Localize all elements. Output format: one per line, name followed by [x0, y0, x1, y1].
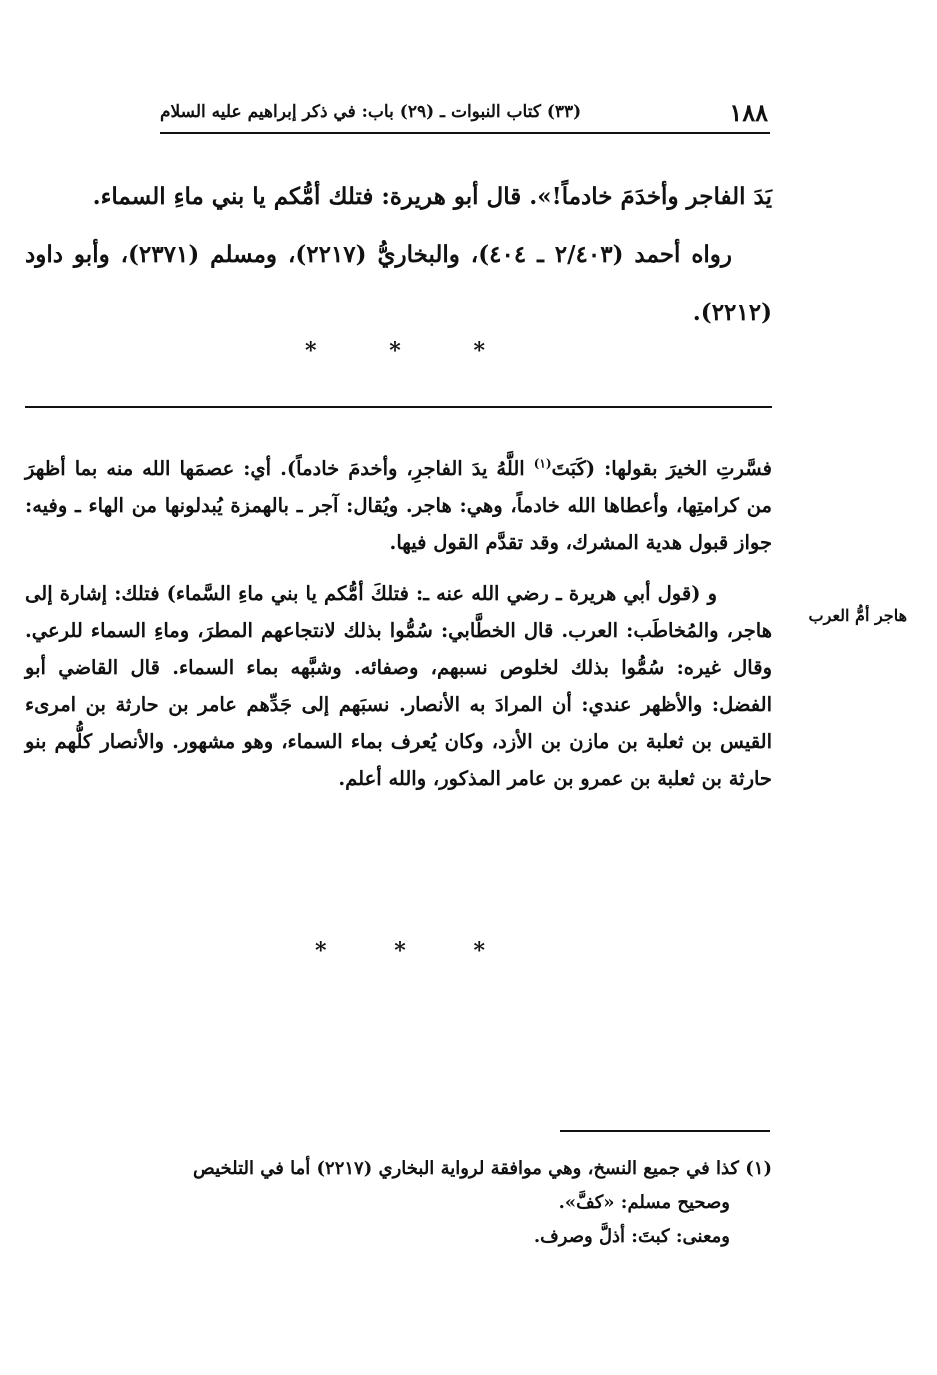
- page-number: ١٨٨: [729, 98, 768, 127]
- commentary-text: [25, 450, 772, 797]
- separator-star: *: [315, 938, 327, 964]
- section-separator-stars: [305, 338, 485, 364]
- footnote-divider-rule: [560, 1130, 770, 1132]
- separator-star: *: [394, 938, 406, 964]
- separator-star: *: [305, 338, 317, 364]
- main-divider-rule: [25, 406, 772, 408]
- commentary-text-segment: فسَّرتِ الخيرَ بقولها: (كَبَتَ: [551, 457, 772, 480]
- running-title: (٣٣) كتاب النبوات ـ (٢٩) باب: في ذكر إبراهيم عليه السلام: [160, 102, 582, 122]
- section-separator-stars: [315, 938, 485, 964]
- separator-star: *: [473, 338, 485, 364]
- margin-note: هاجر أمُّ العرب: [808, 606, 907, 625]
- separator-star: *: [389, 338, 401, 364]
- running-header: [160, 96, 770, 134]
- separator-star: *: [473, 938, 485, 964]
- hadith-text: [25, 168, 772, 342]
- footnote-line: (١) كذا في جميع النسخ، وهي موافقة لرواية البخاري (٢٢١٧) أما في التلخيص: [193, 1158, 772, 1179]
- commentary-paragraph: و (قول أبي هريرة ـ رضي الله عنه ـ: فتلكَ أمُّكم يا بني ماءِ السَّماء) فتلك: إشارة إلى هاجر، والمُخاطَب: العرب. قال الخطَّابي: سُمُّوا بذلك لانتجاعهم المطرَ، وماءِ السماء للرعي. وقال غيره: سُمُّوا بذلك لخلوص نسبهم، وصفائه. وشبَّهه بماء السماء. قال القاضي أبو الفضل: والأظهر عندي: أن المرادَ به الأنصار. نسبَهم إلى جَدِّهم عامر بن حارثة بن امرىء القيس بن ثعلبة بن مازن بن الأزد، وكان يُعرف بماء السماء، وهو مشهور. والأنصار كلُّهم بنو حارثة بن ثعلبة بن عمرو بن عامر المذكور، والله أعلم.: [25, 582, 772, 790]
- commentary-text-segment: اللَّهُ يدَ الفاجرِ، وأخدمَ خادماً). أي: عصمَها الله منه بما أظهرَ من كرامتِها، وأعطاها الله خادماً، وهي: هاجر. ويُقال: آجر ـ بالهمزة يُبدلونها من الهاء ـ وفيه: جواز قبول هدية المشرك، وقد تقدَّم القول فيها.: [25, 457, 772, 554]
- footnotes: [25, 1152, 772, 1254]
- hadith-line: يَدَ الفاجر وأخدَمَ خادماً!». قال أبو هريرة: فتلك أمُّكم يا بني ماءِ السماء.: [92, 183, 772, 210]
- hadith-reference: رواه أحمد (٢/٤٠٣ ـ ٤٠٤)، والبخاريُّ (٢٢١٧)، ومسلم (٢٣٧١)، وأبو داود (٢٢١٢).: [25, 241, 772, 326]
- commentary-paragraph: [25, 450, 772, 561]
- footnote-reference: (١): [533, 456, 552, 471]
- footnote-line: ومعنى: كبتَ: أذلَّ وصرف.: [533, 1226, 730, 1247]
- footnote-line: وصحيح مسلم: «كفَّ».: [558, 1192, 730, 1213]
